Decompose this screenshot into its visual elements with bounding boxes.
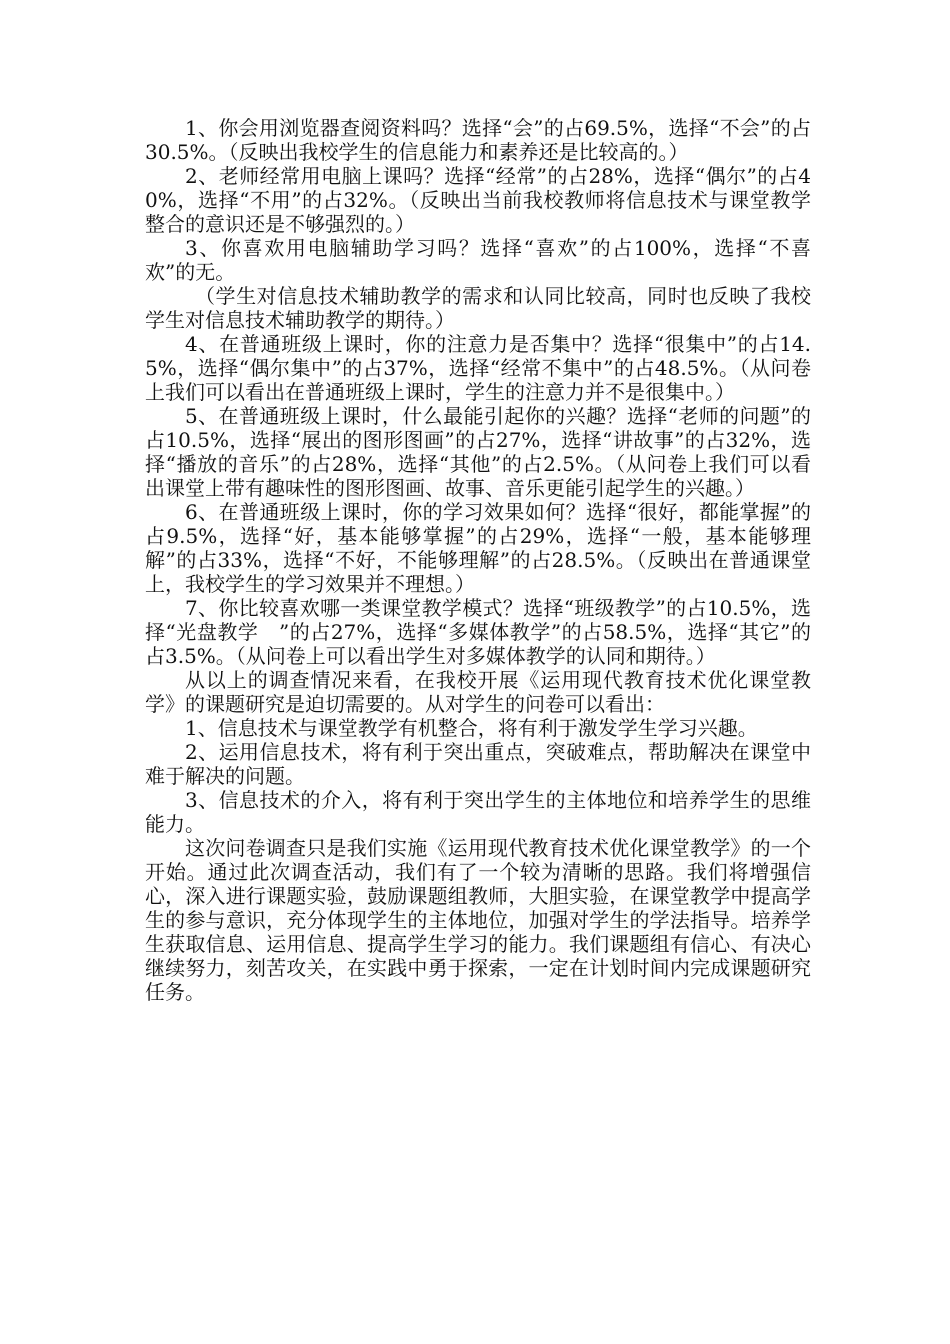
paragraph-conclusion-intro: 从以上的调查情况来看，在我校开展《运用现代教育技术优化课堂教学》的课题研究是迫切需要的。从对学生的问卷可以看出： — [145, 668, 811, 716]
paragraph-q7: 7、你比较喜欢哪一类课堂教学模式？选择“班级教学”的占10.5%，选择“光盘教学 ”的占27%，选择“多媒体教学”的占58.5%，选择“其它”的占3.5%。（从问卷上可以看出学生对多媒体教学的认同和期待。） — [145, 596, 811, 668]
paragraph-q3: 3、你喜欢用电脑辅助学习吗？选择“喜欢”的占100%，选择“不喜欢”的无。 — [145, 236, 811, 284]
paragraph-q3-note: （学生对信息技术辅助教学的需求和认同比较高，同时也反映了我校学生对信息技术辅助教学的期待。） — [145, 284, 811, 332]
paragraph-finding-1: 1、信息技术与课堂教学有机整合，将有利于激发学生学习兴趣。 — [185, 716, 758, 740]
paragraph-finding-2: 2、运用信息技术，将有利于突出重点，突破难点，帮助解决在课堂中难于解决的问题。 — [145, 740, 811, 788]
paragraph-q2: 2、老师经常用电脑上课吗？选择“经常”的占28%，选择“偶尔”的占40%，选择“不用”的占32%。（反映出当前我校教师将信息技术与课堂教学整合的意识还是不够强烈的。） — [145, 164, 811, 236]
document-body — [145, 116, 811, 1004]
paragraph-q1: 1、你会用浏览器查阅资料吗？选择“会”的占69.5%，选择“不会”的占30.5%。（反映出我校学生的信息能力和素养还是比较高的。） — [145, 116, 811, 164]
paragraph-finding-3: 3、信息技术的介入，将有利于突出学生的主体地位和培养学生的思维能力。 — [145, 788, 811, 836]
paragraph-q6: 6、在普通班级上课时，你的学习效果如何？选择“很好，都能掌握”的占9.5%，选择“好，基本能够掌握”的占29%，选择“一般，基本能够理解”的占33%，选择“不好，不能够理解”的占28.5%。（反映出在普通课堂上，我校学生的学习效果并不理想。） — [145, 500, 811, 596]
paragraph-q4: 4、在普通班级上课时，你的注意力是否集中？选择“很集中”的占14.5%，选择“偶尔集中”的占37%，选择“经常不集中”的占48.5%。（从问卷上我们可以看出在普通班级上课时，学生的注意力并不是很集中。） — [145, 332, 811, 404]
paragraph-summary: 这次问卷调查只是我们实施《运用现代教育技术优化课堂教学》的一个开始。通过此次调查活动，我们有了一个较为清晰的思路。我们将增强信心，深入进行课题实验，鼓励课题组教师，大胆实验，在课堂教学中提高学生的参与意识，充分体现学生的主体地位，加强对学生的学法指导。培养学生获取信息、运用信息、提高学生学习的能力。我们课题组有信心、有决心继续努力，刻苦攻关，在实践中勇于探索，一定在计划时间内完成课题研究任务。 — [145, 836, 811, 1004]
paragraph-q5: 5、在普通班级上课时，什么最能引起你的兴趣？选择“老师的问题”的占10.5%，选择“展出的图形图画”的占27%，选择“讲故事”的占32%，选择“播放的音乐”的占28%，选择“其他”的占2.5%。（从问卷上我们可以看出课堂上带有趣味性的图形图画、故事、音乐更能引起学生的兴趣。） — [145, 404, 811, 500]
